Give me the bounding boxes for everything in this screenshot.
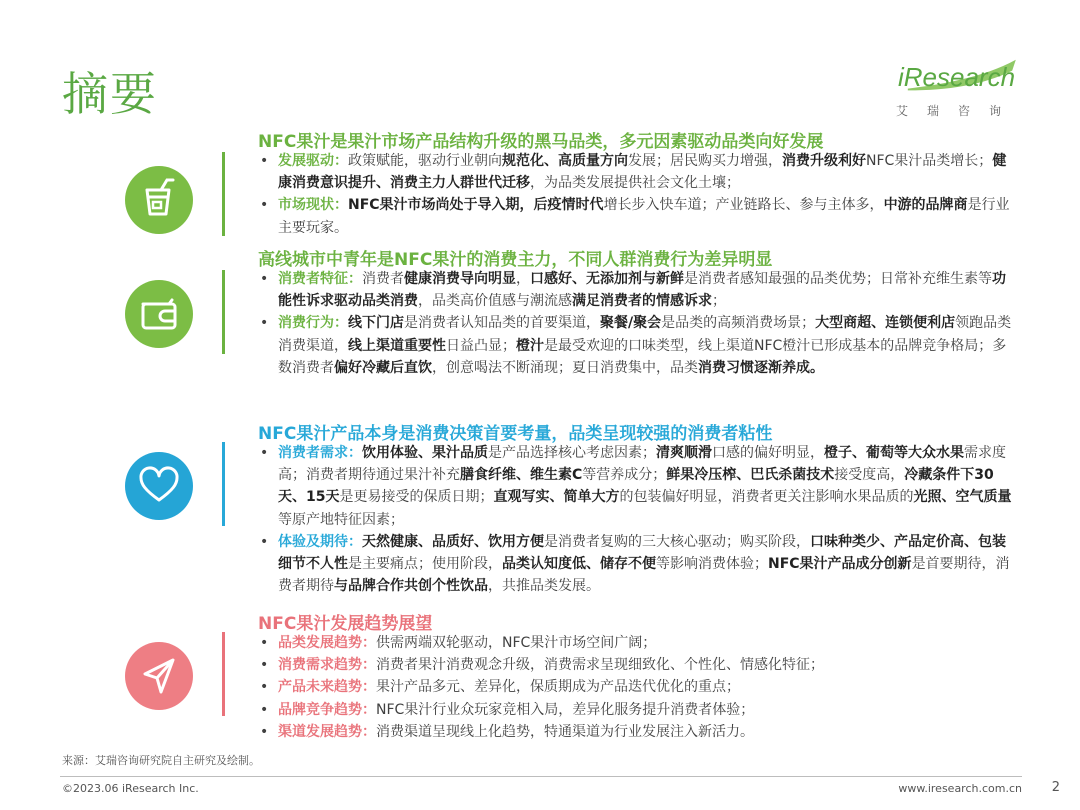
paper-plane-icon <box>125 642 193 710</box>
bullet-text: 果汁产品多元、差异化，保质期成为产品迭代优化的重点； <box>376 679 740 696</box>
list-item <box>258 721 1018 743</box>
section-divider <box>222 152 225 236</box>
bullet-label: 消费需求趋势： <box>278 657 376 674</box>
bullet-label: 品类发展趋势： <box>278 635 376 651</box>
bullet-text: 消费者果汁消费观念升级，消费需求呈现细致化、个性化、情感化特征； <box>376 657 824 674</box>
bullet-text: 线下门店是消费者认知品类的首要渠道，聚餐/聚会是品类的高频消费场景；大型商超、连锁便利店领跑品类消费渠道，线上渠道重要性日益凸显；橙汁是最受欢迎的口味类型，线上渠道NFC橙汁已形成基本的品牌竞争格局；多数消费者偏好冷藏后直饮，创意喝法不断涌现；夏日消费集中，品类消费习惯逐渐养成。 <box>278 315 1012 376</box>
section-divider <box>222 270 225 354</box>
website-link[interactable]: www.iresearch.com.cn <box>898 782 1022 795</box>
bullet-text: 政策赋能，驱动行业朝向规范化、高质量方向发展；居民购买力增强，消费升级利好NFC果汁品类增长；健康消费意识提升、消费主力人群世代迁移，为品类发展提供社会文化土壤； <box>278 153 1007 192</box>
section-heading: 高线城市中青年是NFC果汁的消费主力，不同人群消费行为差异明显 <box>258 250 773 270</box>
logo-text: iResearch <box>898 62 1016 92</box>
section-divider <box>222 442 225 526</box>
list-item <box>258 632 1018 654</box>
list-item <box>258 150 1018 194</box>
heart-icon <box>125 452 193 520</box>
list-item <box>258 194 1018 238</box>
list-item <box>258 268 1018 312</box>
page-number: 2 <box>1051 780 1060 795</box>
page-title: 摘要 <box>62 67 158 121</box>
logo-cn-text: 艾瑞咨询 <box>896 104 1021 118</box>
bullet-text: 饮用体验、果汁品质是产品选择核心考虑因素；清爽顺滑口感的偏好明显，橙子、葡萄等大众水果需求度高；消费者期待通过果汁补充膳食纤维、维生素C等营养成分；鲜果冷压榨、巴氏杀菌技术接受度高，冷藏条件下30天、15天是更易接受的保质日期；直观写实、简单大方的包装偏好明显，消费者更关注影响水果品质的光照、空气质量等原产地特征因素； <box>278 445 1012 528</box>
list-item <box>258 676 1018 698</box>
list-item <box>258 442 1018 531</box>
section-heading: NFC果汁产品本身是消费决策首要考量，品类呈现较强的消费者粘性 <box>258 424 773 444</box>
bullet-label: 体验及期待： <box>278 533 362 550</box>
bullet-label: 发展驱动： <box>278 153 348 169</box>
bullet-label: 消费者特征： <box>278 271 362 287</box>
bullet-text: NFC果汁市场尚处于导入期，后疫情时代增长步入快车道；产业链路长、参与主体多，中游的品牌商是行业主要玩家。 <box>278 197 1010 236</box>
bullet-text: 天然健康、品质好、饮用方便是消费者复购的三大核心驱动；购买阶段，口味种类少、产品定价高、包装细节不人性是主要痛点；使用阶段，品类认知度低、储存不便等影响消费体验；NFC果汁产品成分创新是首要期待，消费者期待与品牌合作共创个性饮品，共推品类发展。 <box>278 533 1010 595</box>
bullet-label: 消费者需求： <box>278 445 362 461</box>
bullet-list <box>258 150 1018 239</box>
bullet-list <box>258 268 1018 379</box>
bullet-label: 品牌竞争趋势： <box>278 701 376 718</box>
list-item <box>258 312 1018 379</box>
juice-cup-icon <box>125 166 193 234</box>
bullet-text: 供需两端双轮驱动，NFC果汁市场空间广阔； <box>376 635 657 651</box>
list-item <box>258 699 1018 721</box>
bullet-list <box>258 442 1018 597</box>
bullet-label: 消费行为： <box>278 315 348 332</box>
source-note: 来源：艾瑞咨询研究院自主研究及绘制。 <box>62 754 260 767</box>
iresearch-logo <box>896 58 1028 122</box>
bullet-label: 渠道发展趋势： <box>278 723 376 740</box>
footer-divider <box>60 776 1022 777</box>
list-item <box>258 654 1018 676</box>
bullet-text: 消费渠道呈现线上化趋势，特通渠道为行业发展注入新活力。 <box>376 723 754 740</box>
copyright-text: ©2023.06 iResearch Inc. <box>62 782 199 795</box>
section-divider <box>222 632 225 716</box>
bullet-text: 消费者健康消费导向明显，口感好、无添加剂与新鲜是消费者感知最强的品类优势；日常补充维生素等功能性诉求驱动品类消费，品类高价值感与潮流感满足消费者的情感诉求； <box>278 271 1006 310</box>
section-heading: NFC果汁发展趋势展望 <box>258 614 433 634</box>
bullet-text: NFC果汁行业众玩家竞相入局，差异化服务提升消费者体验； <box>376 701 755 718</box>
bullet-label: 产品未来趋势： <box>278 679 376 696</box>
section-heading: NFC果汁是果汁市场产品结构升级的黑马品类，多元因素驱动品类向好发展 <box>258 132 824 152</box>
bullet-list <box>258 632 1018 743</box>
list-item <box>258 531 1018 598</box>
wallet-icon <box>125 280 193 348</box>
bullet-label: 市场现状： <box>278 197 348 214</box>
